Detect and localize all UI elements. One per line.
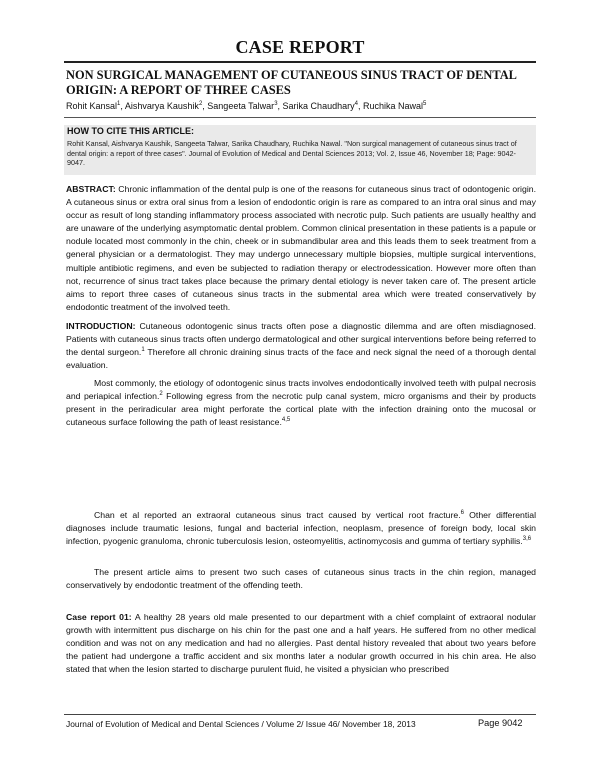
reference-marker: 3,6 [522, 536, 532, 543]
introduction-text-continued: Therefore all chronic draining sinus tracts of the face and neck signal the need of a thorough dental evaluation. [66, 347, 536, 371]
reference-marker: 2 [159, 391, 163, 398]
footer-rule [64, 714, 536, 715]
journal-footer: Journal of Evolution of Medical and Dental Sciences / Volume 2/ Issue 46/ November 18, 2013 [66, 719, 416, 729]
author-list: Rohit Kansal$^1$, Aishvarya Kaushik$^2$, Sangeeta Talwar$^3$, Sarika Chaudhary$^4$, Ruchika Nawal$^5$ [66, 101, 427, 111]
author-name: Sangeeta Talwar [207, 101, 275, 111]
citation-text: Rohit Kansal, Aishvarya Kaushik, Sangeeta Talwar, Sarika Chaudhary, Ruchika Nawal. "Non surgical management of cutaneous sinus tract of dental origin: a report of three cases". Journal of Evolution of Medical and Dental Sciences 2013; Vol. 2, Issue 46, November 18; Page: 9042-9047. [67, 139, 517, 168]
author-affiliation: 4 [354, 101, 358, 107]
introduction-label: INTRODUCTION: [66, 321, 136, 331]
reference-marker: 4,5 [281, 417, 291, 424]
article-title: NON SURGICAL MANAGEMENT OF CUTANEOUS SINUS TRACT OF DENTAL ORIGIN: A REPORT OF THREE CASES [66, 68, 517, 97]
abstract-text: Chronic inflammation of the dental pulp is one of the reasons for cutaneous sinus tract of odontogenic origin. A cutaneous sinus or extra oral sinus from a lesion of endodontic origin is rare as compared to an intra oral sinus and may occur as result of long standing inflammatory process associated with necrotic pulp. Such patients are usually healthy and are unaware of the underlying asymptomatic dental problem. Common clinical presentation in these patients is a papule or nodule located most commonly in the chin, cheek or in submandibular area and this leads them to seek treatment from a general physician or a dermatologist. They may undergo unnecessary multiple biopsies, multiple surgical interventions, multiple antibiotic regimens, and even be subjected to radiation therapy or electrodessication. However more often than not, recurrence of sinus tract takes place because the primary dental etiology is never taken care of. The present article aims to report three cases of cutaneous sinus tracts in the submental area which were treated conservatively by endodontic treatment of the involved teeth. [66, 184, 536, 312]
title-rule [64, 117, 536, 118]
author-affiliation: 2 [198, 101, 203, 107]
section-label: CASE REPORT [235, 37, 365, 57]
abstract-label: ABSTRACT: [66, 184, 116, 194]
case-report-paragraph [66, 611, 536, 676]
abstract-paragraph [66, 183, 536, 314]
introduction-text: Cutaneous odontogenic sinus tracts often pose a diagnostic dilemma and are often misdiagnosed. Patients with cutaneous sinus tracts often undergo dermatological and other surgical interventions before being referred to the dental surgeon. [66, 321, 536, 358]
etiology-paragraph [66, 377, 536, 429]
differential-paragraph [66, 509, 536, 548]
author-affiliation: 1 [117, 101, 121, 107]
etiology-text-continued: Following egress from the necrotic pulp canal system, micro organisms and their by products present in the periradicular area might perforate the cortical plate with the infection draining onto the mucosal or cutaneous surface following the path of least resistance. [66, 391, 536, 428]
introduction-paragraph [66, 320, 536, 372]
case-report-label: Case report 01: [66, 612, 132, 622]
author-affiliation: 3 [274, 101, 278, 107]
aim-paragraph: The present article aims to present two such cases of cutaneous sinus tracts in the chin region, managed conservatively by endodontic treatment of the offending teeth. [66, 567, 536, 591]
etiology-text: Most commonly, the etiology of odontogenic sinus tracts involves endodontically involved teeth with pulpal necrosis and periapical infection. [66, 378, 536, 402]
citation-heading: HOW TO CITE THIS ARTICLE: [67, 126, 194, 136]
author-name: Sarika Chaudhary [282, 101, 355, 111]
header-rule [64, 61, 536, 63]
author-name: Rohit Kansal [66, 101, 118, 111]
reference-marker: 6 [460, 510, 464, 517]
reference-marker: 1 [141, 347, 145, 354]
differential-text-continued: Other differential diagnoses include traumatic lesions, fungal and bacterial infection, neoplasm, presence of foreign body, local skin infection, pyogenic granuloma, chronic tuberculosis lesion, osteomyelitis, actinomycosis and gumma of tertiary syphilis. [66, 510, 536, 547]
page-number: Page 9042 [478, 718, 523, 728]
author-affiliation: 5 [422, 101, 427, 107]
differential-text: Chan et al reported an extraoral cutaneous sinus tract caused by vertical root fracture. [94, 510, 461, 520]
case-report-text: A healthy 28 years old male presented to our department with a chief complaint of extraoral nodular growth with intermittent pus discharge on his chin for the past one and a half years. He suffered from no other medical condition and was not on any medication and had no allergies. Past dental history revealed that about two years before the patient had undergone a traffic accident and six months later a nodular growth occurred in his chin area. He also stated that when the lesion started to discharge purulent fluid, he visited a physician who prescribed [66, 612, 536, 675]
author-name: Aishvarya Kaushik [124, 101, 199, 111]
author-name: Ruchika Nawal [362, 101, 423, 111]
